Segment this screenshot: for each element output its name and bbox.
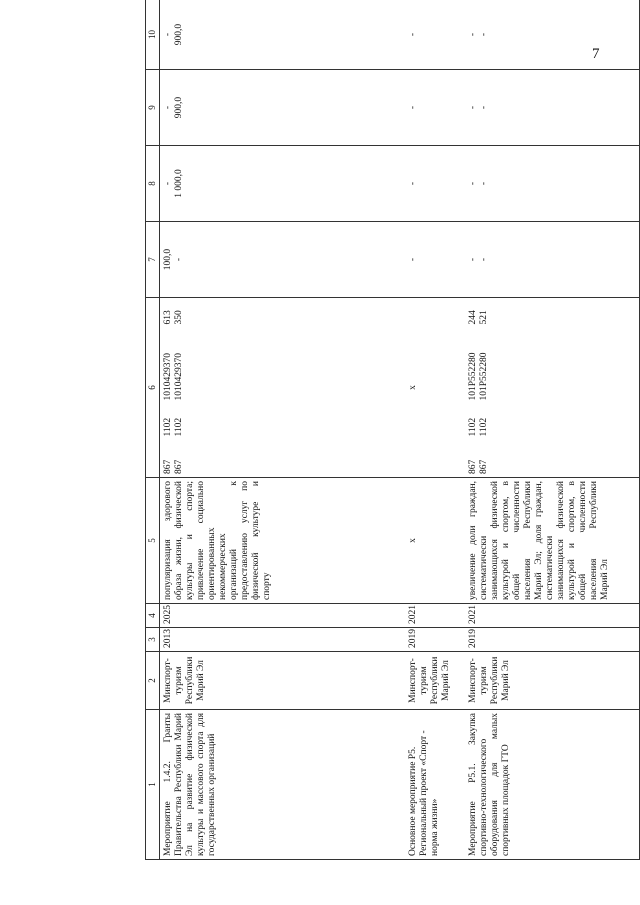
- event-name: Мероприятие Р5.1. Закупка спортивно-технологического оборудования для малых спортивных площадок ГТО: [465, 710, 640, 860]
- amount-col8: -: [405, 146, 465, 222]
- amount-col7: - -: [465, 222, 640, 298]
- amount-col7: 100,0 -: [160, 222, 405, 298]
- col-header-3: 3: [146, 628, 160, 652]
- col-header-1: 1: [146, 710, 160, 860]
- end-year: 2021: [405, 604, 465, 628]
- col-header-8: 8: [146, 146, 160, 222]
- end-year: 2021: [465, 604, 640, 628]
- amount-col8: - 1 000,0: [160, 146, 405, 222]
- col-header-9: 9: [146, 70, 160, 146]
- amount-col9: - 900,0: [160, 70, 405, 146]
- section-code: 1102 1102: [163, 417, 184, 437]
- start-year: 2013: [160, 628, 405, 652]
- col-header-7: 7: [146, 222, 160, 298]
- amount-col9: - -: [465, 70, 640, 146]
- section-code: 1102 1102: [465, 404, 640, 440]
- amount-col10: - 900,0: [160, 0, 405, 70]
- executor: Минспорт-туризм Республики Марий Эл: [160, 652, 405, 710]
- start-year: 2019: [465, 628, 640, 652]
- target-code: 1010429370 1010429370: [163, 353, 184, 401]
- budget-code: х: [405, 298, 465, 478]
- grbs-code: 867 867: [465, 440, 640, 478]
- amount-col8: - -: [465, 146, 640, 222]
- target-code: 101P552280 101P552280: [465, 328, 640, 404]
- executor: Минспорт-туризм Республики Марий Эл: [405, 652, 465, 710]
- col-header-6: 6: [146, 298, 160, 478]
- start-year: 2019: [405, 628, 465, 652]
- expected-result: популяризация здорового образа жизни, физической культуры и спорта; привлечение социально ориентированных некоммерческих организаций к предоставлению услуг по физической культуре и спорту: [160, 478, 405, 604]
- table-row: [465, 0, 640, 860]
- expected-result: х: [405, 478, 465, 604]
- table-row: [160, 0, 405, 860]
- expense-type: 613 350: [160, 298, 405, 328]
- expense-type: 244 521: [465, 298, 640, 328]
- page-number: 7: [592, 46, 600, 62]
- col-header-5: 5: [146, 478, 160, 604]
- grbs-code: 867 867: [160, 440, 405, 478]
- col-header-2: 2: [146, 652, 160, 710]
- amount-col9: -: [405, 70, 465, 146]
- expected-result: увеличение доли граждан, систематически занимающихся физической культурой и спортом, в общей численности населения Республики Марий Эл; доля граждан, систематически занимающихся физической культурой и спортом, в общей численности населения Республики Марий Эл: [465, 478, 640, 604]
- col-header-10: 10: [146, 0, 160, 70]
- amount-col10: - -: [465, 0, 640, 70]
- header-row: [146, 0, 160, 860]
- event-name: Мероприятие 1.4.2. Гранты Правительства Республики Марий Эл на развитие физической культуры и массового спорта для государственных организаций: [160, 710, 405, 860]
- end-year: 2025: [160, 604, 405, 628]
- executor: Минспорт-туризм Республики Марий Эл: [465, 652, 640, 710]
- table-row: [405, 0, 465, 860]
- col-header-4: 4: [146, 604, 160, 628]
- budget-table-rotated: [145, 0, 640, 860]
- amount-col10: -: [405, 0, 465, 70]
- amount-col7: -: [405, 222, 465, 298]
- budget-table: [145, 0, 640, 860]
- event-name: Основное мероприятие Р5. Региональный проект «Спорт - норма жизни»: [405, 710, 465, 860]
